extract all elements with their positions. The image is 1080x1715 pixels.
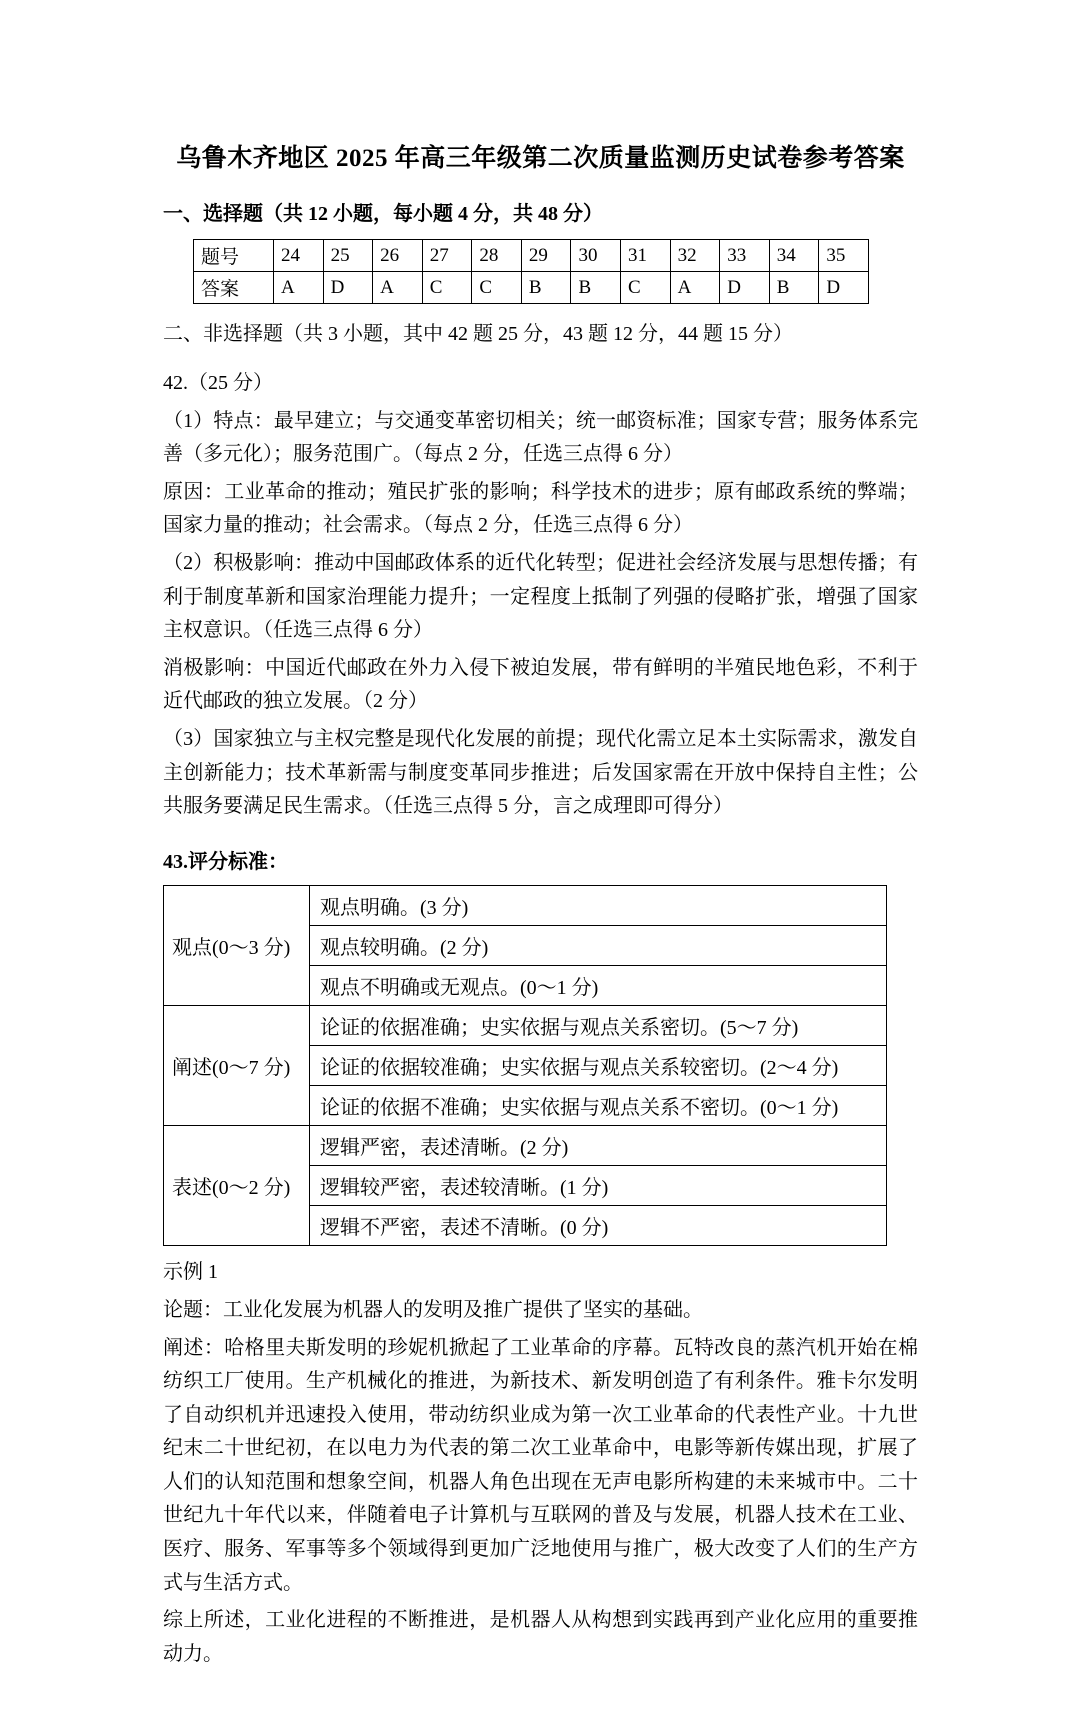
q43-example-topic: 论题：工业化发展为机器人的发明及推广提供了坚实的基础。 bbox=[163, 1298, 703, 1321]
answer-row bbox=[194, 272, 869, 304]
rubric-row bbox=[164, 1126, 887, 1166]
page-title: 乌鲁木齐地区 2025 年高三年级第二次质量监测历史试卷参考答案 bbox=[176, 145, 905, 172]
q42-answer-reasons: 原因：工业革命的推动；殖民扩张的影响；科学技术的进步；原有邮政系统的弊端；国家力量的推动；社会需求。（每点 2 分，任选三点得 6 分） bbox=[163, 480, 918, 537]
answer-cell: C bbox=[621, 272, 671, 304]
question-number-cell: 33 bbox=[720, 240, 770, 272]
question-number-cell: 25 bbox=[323, 240, 373, 272]
question-number-cell: 29 bbox=[521, 240, 571, 272]
question-number-cell: 26 bbox=[373, 240, 423, 272]
question-number-cell: 31 bbox=[621, 240, 671, 272]
row-label-number: 题号 bbox=[194, 240, 274, 272]
question-number-cell: 28 bbox=[472, 240, 522, 272]
rubric-row bbox=[164, 1006, 887, 1046]
question-number-row bbox=[194, 240, 869, 272]
answer-cell: C bbox=[422, 272, 472, 304]
q43-example-elaboration: 阐述：哈格里夫斯发明的珍妮机掀起了工业革命的序幕。瓦特改良的蒸汽机开始在棉纺织工厂使用。生产机械化的推进，为新技术、新发明创造了有利条件。雅卡尔发明了自动织机并迅速投入使用，带动纺织业成为第一次工业革命的代表性产业。十九世纪末二十世纪初，在以电力为代表的第二次工业革命中，电影等新传媒出现，扩展了人们的认知范围和想象空间，机器人角色出现在无声电影所构建的未来城市中。二十世纪九十年代以来，伴随着电子计算机与互联网的普及与发展，机器人技术在工业、医疗、服务、军事等多个领域得到更加广泛地使用与推广，极大改变了人们的生产方式与生活方式。 bbox=[163, 1336, 918, 1594]
section-choice-heading: 一、选择题（共 12 小题，每小题 4 分，共 48 分） bbox=[163, 203, 603, 225]
q43-example-label: 示例 1 bbox=[163, 1261, 218, 1284]
q42-answer-part1: （1）特点：最早建立；与交通变革密切相关；统一邮资标准；国家专营；服务体系完善（多元化）；服务范围广。（每点 2 分，任选三点得 6 分） bbox=[163, 409, 918, 466]
question-number-cell: 30 bbox=[571, 240, 621, 272]
question-number-cell: 32 bbox=[670, 240, 720, 272]
q42-answer-part2-positive: （2）积极影响：推动中国邮政体系的近代化转型；促进社会经济发展与思想传播；有利于制度革新和国家治理能力提升；一定程度上抵制了列强的侵略扩张，增强了国家主权意识。（任选三点得 6 分） bbox=[163, 551, 918, 642]
answer-cell: D bbox=[819, 272, 869, 304]
choice-answer-table bbox=[193, 239, 869, 304]
rubric-criterion: 论证的依据准确；史实依据与观点关系密切。(5～7 分) bbox=[310, 1006, 887, 1046]
answer-cell: D bbox=[323, 272, 373, 304]
rubric-criterion: 论证的依据不准确；史实依据与观点关系不密切。(0～1 分) bbox=[310, 1086, 887, 1126]
rubric-criterion: 论证的依据较准确；史实依据与观点关系较密切。(2～4 分) bbox=[310, 1046, 887, 1086]
q42-label: 42.（25 分） bbox=[163, 372, 273, 394]
rubric-criterion: 逻辑严密，表述清晰。(2 分) bbox=[310, 1126, 887, 1166]
answer-cell: A bbox=[670, 272, 720, 304]
question-number-cell: 34 bbox=[769, 240, 819, 272]
q42-answer-part3: （3）国家独立与主权完整是现代化发展的前提；现代化需立足本土实际需求，激发自主创新能力；技术革新需与制度变革同步推进；后发国家需在开放中保持自主性；公共服务要满足民生需求。（任选三点得 5 分，言之成理即可得分） bbox=[163, 727, 918, 818]
answer-cell: D bbox=[720, 272, 770, 304]
question-number-cell: 24 bbox=[274, 240, 324, 272]
q43-example-conclusion: 综上所述，工业化进程的不断推进，是机器人从构想到实践再到产业化应用的重要推动力。 bbox=[163, 1609, 918, 1665]
section-non-choice-heading: 二、非选择题（共 3 小题，其中 42 题 25 分，43 题 12 分，44 题 15 分） bbox=[163, 323, 793, 345]
rubric-criterion: 观点较明确。(2 分) bbox=[310, 926, 887, 966]
answer-cell: A bbox=[373, 272, 423, 304]
question-number-cell: 35 bbox=[819, 240, 869, 272]
answer-cell: B bbox=[769, 272, 819, 304]
answer-cell: C bbox=[472, 272, 522, 304]
rubric-criterion: 逻辑较严密，表述较清晰。(1 分) bbox=[310, 1166, 887, 1206]
rubric-row bbox=[164, 886, 887, 926]
question-number-cell: 27 bbox=[422, 240, 472, 272]
answer-cell: B bbox=[521, 272, 571, 304]
answer-cell: A bbox=[274, 272, 324, 304]
rubric-criterion: 观点明确。(3 分) bbox=[310, 886, 887, 926]
rubric-criterion: 观点不明确或无观点。(0～1 分) bbox=[310, 966, 887, 1006]
rubric-category-elaboration: 阐述(0～7 分) bbox=[164, 1006, 310, 1126]
q43-rubric-label: 43.评分标准： bbox=[163, 850, 288, 873]
rubric-category-expression: 表述(0～2 分) bbox=[164, 1126, 310, 1246]
q42-answer-part2-negative: 消极影响：中国近代邮政在外力入侵下被迫发展，带有鲜明的半殖民地色彩，不利于近代邮政的独立发展。（2 分） bbox=[163, 656, 918, 713]
answer-cell: B bbox=[571, 272, 621, 304]
row-label-answer: 答案 bbox=[194, 272, 274, 304]
rubric-category-viewpoint: 观点(0～3 分) bbox=[164, 886, 310, 1006]
q43-rubric-table bbox=[163, 885, 887, 1246]
rubric-criterion: 逻辑不严密，表述不清晰。(0 分) bbox=[310, 1206, 887, 1246]
spacer bbox=[163, 359, 918, 367]
